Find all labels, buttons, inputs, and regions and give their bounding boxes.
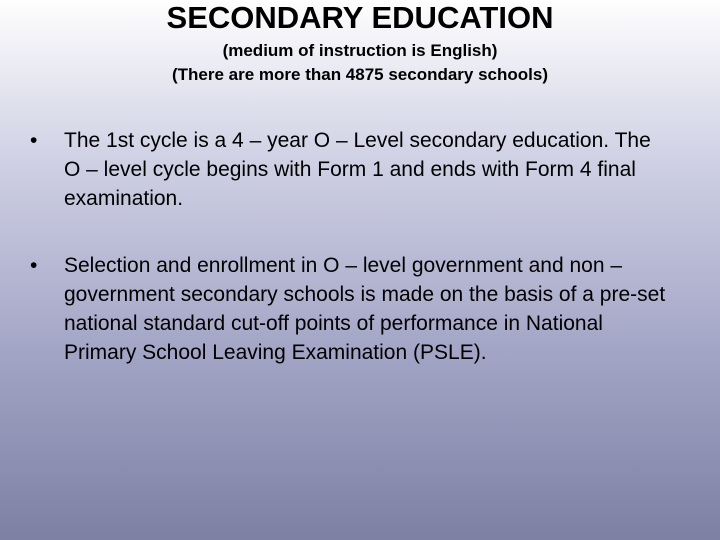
bullet-dot-icon: • [30, 129, 38, 152]
bullet-dot-icon: • [30, 254, 38, 277]
bullet-list [30, 126, 670, 405]
slide-subtitle-school-count: (There are more than 4875 secondary schools) [171, 65, 549, 84]
slide-title: SECONDARY EDUCATION [166, 0, 554, 35]
bullet-text-first-cycle: The 1st cycle is a 4 – year O – Level secondary education. The O – level cycle begins with Form 1 and ends with Form 4 final examination. [64, 129, 651, 210]
bullet-text-selection: Selection and enrollment in O – level government and non – government secondary schools is made on the basis of a pre-set national standard cut-off points of performance in National Primary School Leaving Examination (PSLE). [64, 254, 666, 364]
bullet-item-selection [30, 251, 670, 367]
bullet-item-first-cycle [30, 126, 670, 213]
slide-subtitle-medium: (medium of instruction is English) [222, 41, 498, 60]
